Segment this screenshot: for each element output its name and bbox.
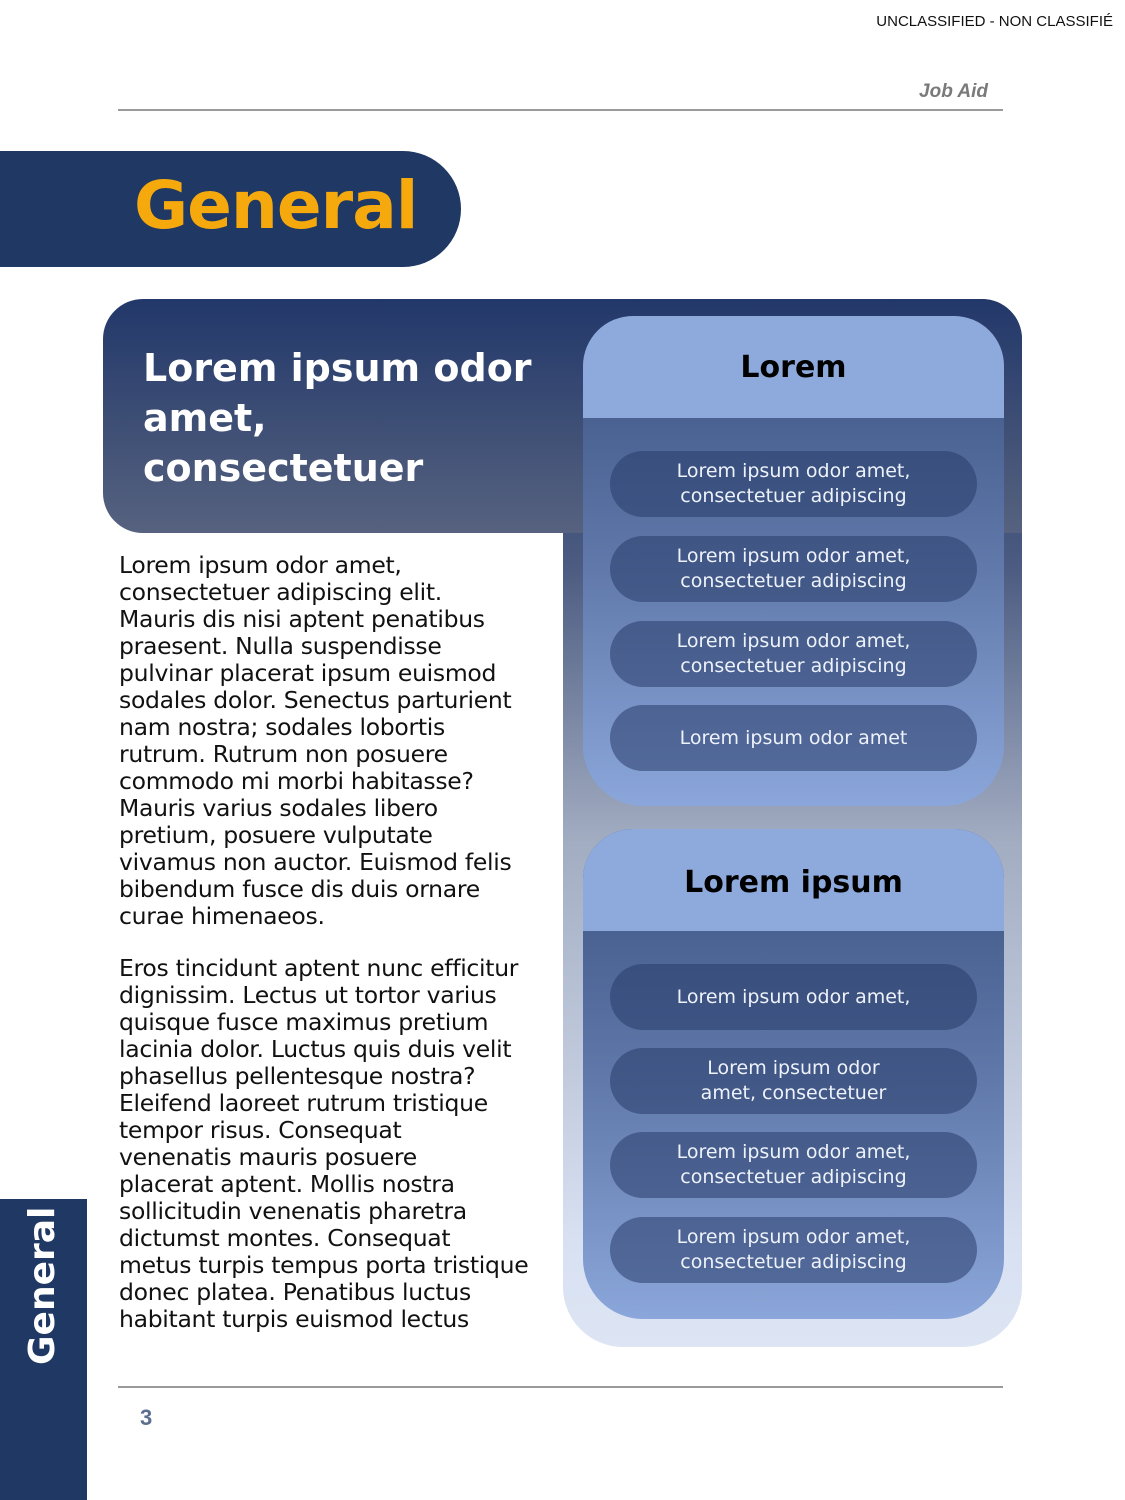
card-title: Lorem	[583, 316, 1004, 418]
document-type: Job Aid	[919, 81, 988, 102]
page-number: 3	[140, 1405, 153, 1430]
list-item: Lorem ipsum odor amet, consectetuer adipiscing	[610, 451, 977, 517]
classification-label: UNCLASSIFIED - NON CLASSIFIÉ	[876, 13, 1113, 30]
list-item: Lorem ipsum odor amet,	[610, 964, 977, 1030]
body-paragraph-1: Lorem ipsum odor amet, consectetuer adipiscing elit. Mauris dis nisi aptent penatibus praesent. Nulla suspendisse pulvinar placerat ipsum euismod sodales dolor. Senectus parturient nam nostra; sodales lobortis rutrum. Rutrum non posuere commodo mi morbi habitasse? Mauris varius sodales libero pretium, posuere vulputate vivamus non auctor. Euismod felis bibendum fusce dis duis ornare curae himenaeos.	[119, 551, 512, 930]
section-title: General	[134, 167, 418, 244]
list-item: Lorem ipsum odor amet, consectetuer adipiscing	[610, 1217, 977, 1283]
list-item: Lorem ipsum odor amet, consectetuer	[610, 1048, 977, 1114]
card-lorem-ipsum	[583, 829, 1004, 1319]
card-title: Lorem ipsum	[583, 829, 1004, 931]
list-item: Lorem ipsum odor amet, consectetuer adipiscing	[610, 536, 977, 602]
panel-heading: Lorem ipsum odor amet, consectetuer	[143, 346, 532, 490]
card-lorem	[583, 316, 1004, 806]
list-item: Lorem ipsum odor amet	[610, 705, 977, 771]
side-tab-label: General	[22, 1206, 63, 1365]
section-title-banner	[0, 151, 461, 267]
list-item: Lorem ipsum odor amet, consectetuer adipiscing	[610, 1132, 977, 1198]
body-paragraph-2: Eros tincidunt aptent nunc efficitur dignissim. Lectus ut tortor varius quisque fusce maximus pretium lacinia dolor. Luctus quis duis velit phasellus pellentesque nostra? Eleifend laoreet rutrum tristique tempor risus. Consequat venenatis mauris posuere placerat aptent. Mollis nostra sollicitudin venenatis pharetra dictumst montes. Consequat metus turpis tempus porta tristique donec platea. Penatibus luctus habitant turpis euismod lectus	[119, 954, 529, 1333]
list-item: Lorem ipsum odor amet, consectetuer adipiscing	[610, 621, 977, 687]
footer-divider	[118, 1386, 1003, 1388]
header-divider	[118, 109, 1003, 111]
